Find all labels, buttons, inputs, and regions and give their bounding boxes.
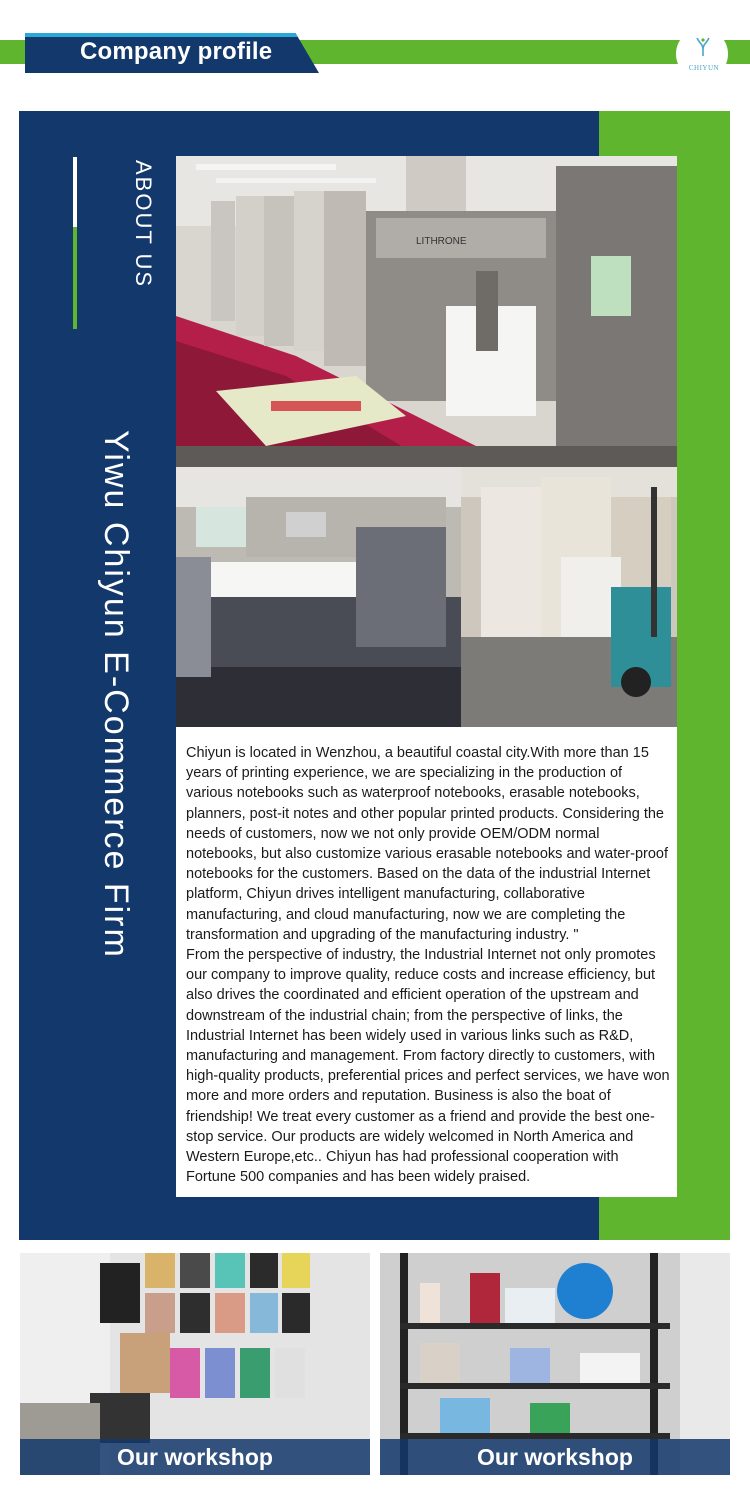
workshop-photo-left — [20, 1253, 370, 1475]
logo-icon — [695, 36, 711, 58]
page-title: Company profile — [80, 38, 273, 65]
press-label: LITHRONE — [416, 236, 467, 247]
printing-press-photo — [176, 156, 677, 467]
logo-text: CHIYUN — [688, 64, 720, 72]
section-label: ABOUT US — [131, 160, 156, 289]
description-box — [176, 727, 677, 1197]
workshop-caption-left: Our workshop — [20, 1439, 370, 1475]
workshop-photo-right — [380, 1253, 730, 1475]
side-accent-line — [73, 157, 77, 329]
workshop-caption-right: Our workshop — [380, 1439, 730, 1475]
company-description: Chiyun is located in Wenzhou, a beautiful coastal city.With more than 15 years of printing experience, we are specializing in the production of various notebooks such as waterproof notebooks, erasable notebooks, planners, post-it notes and other popular printed products. Considering the needs of customers, now we not only provide OEM/ODM normal notebooks, but also customize various erasable notebooks and water-proof notebooks for the customers. Based on the data of the industrial Internet platform, Chiyun drives intelligent manufacturing, collaborative manufacturing, and cloud manufacturing, now we are completing the transformation and upgrading of the manufacturing industry. " From the perspective of industry, the Industrial Internet not only promotes our company to improve quality, reduce costs and increase efficiency, but also drives the coordinated and efficient operation of the upstream and downstream of the industrial chain; from the perspective of links, the Industrial Internet has been widely used in various links such as R&D, manufacturing and management. From factory directly to customers, with high-quality products, preferential prices and perfect services, we have won more and more orders and reputation. Business is also the boat of friendship! We treat every customer as a friend and provide the best one-stop service. Our products are widely welcomed in North America and Western Europe,etc.. Chiyun has had professional cooperation with Fortune 500 companies and has been widely praised. — [186, 745, 670, 1186]
cutting-machine-photo — [176, 467, 461, 727]
company-name: Yiwu Chiyun E-Commerce Firm — [97, 430, 135, 959]
warehouse-photo — [461, 467, 677, 727]
